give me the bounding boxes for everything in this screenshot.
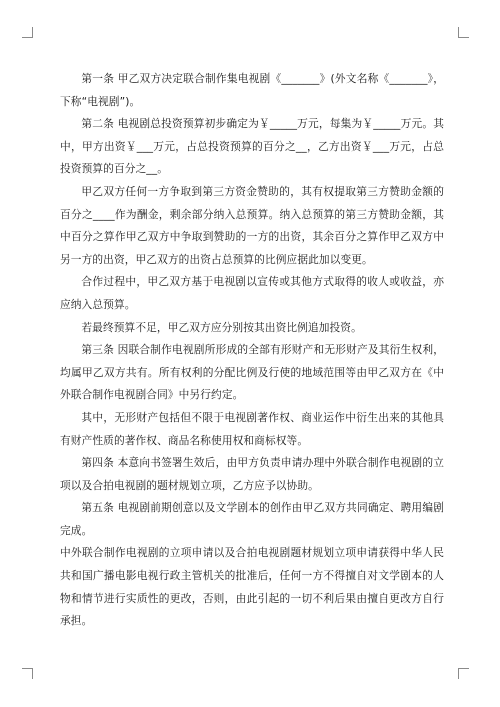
paragraph-budget-shortfall: 若最终预算不足，甲乙双方应分别按其出资比例追加投资。 [81,320,362,334]
crop-mark-bottom-right [458,668,469,679]
paragraph-script-changes: 中外联合制作电视剧的立项申请以及合拍电视剧题材规划立项申请获得中华人民共和国广播电影电视行政主管机关的批准后，任何一方不得擅自对文学剧本的人物和情节进行实质性的更改，否则，由此引起的一切不利后果由擅自更改方自行承担。 [60,546,444,628]
paragraph-article-5: 第五条 电视剧前期创意以及文学剧本的创作由甲乙双方共同确定、聘用编剧完成。 [60,501,444,537]
paragraph-article-2: 第二条 电视剧总投资预算初步确定为￥_____万元，每集为￥_____万元。其中，甲方出资￥___万元，占总投资预算的百分之__，乙方出资￥___万元，占总投资预算的百分之__。 [60,117,444,176]
crop-mark-bottom-left [22,668,33,679]
paragraph-intangible-property: 其中，无形财产包括但不限于电视剧著作权、商业运作中衍生出来的其他具有财产性质的著作权、商品名称使用权和商标权等。 [60,410,444,447]
paragraph-third-party-funding: 甲乙双方任何一方争取到第三方资金赞助的，其有权提取第三方赞助金额的百分之____作为酬金，剩余部分纳入总预算。纳入总预算的第三方赞助金额，其中百分之算作甲乙双方中争取到赞助的一方的出资，其余百分之算作甲乙双方中另一方的出资，甲乙双方的出资占总预算的比例应据此加以变更。 [60,184,444,266]
paragraph-cooperation-income: 合作过程中，甲乙双方基于电视剧以宣传或其他方式取得的收人或收益，亦应纳入总预算。 [60,275,444,311]
crop-mark-top-right [458,27,469,38]
paragraph-article-4: 第四条 本意向书签署生效后，由甲方负责申请办理中外联合制作电视剧的立项以及合拍电视剧的题材规划立项，乙方应予以协助。 [60,456,444,492]
document-body [60,68,444,633]
crop-mark-top-left [22,27,33,38]
paragraph-article-3: 第三条 因联合制作电视剧所形成的全部有形财产和无形财产及其衍生权利，均属甲乙双方共有。所有权利的分配比例及行使的地域范围等由甲乙双方在《中外联合制作电视剧合同》中另行约定。 [60,343,444,402]
paragraph-article-1: 第一条 甲乙双方决定联合制作集电视剧《_______》(外文名称《_______》，下称“电视剧”)。 [60,72,444,108]
